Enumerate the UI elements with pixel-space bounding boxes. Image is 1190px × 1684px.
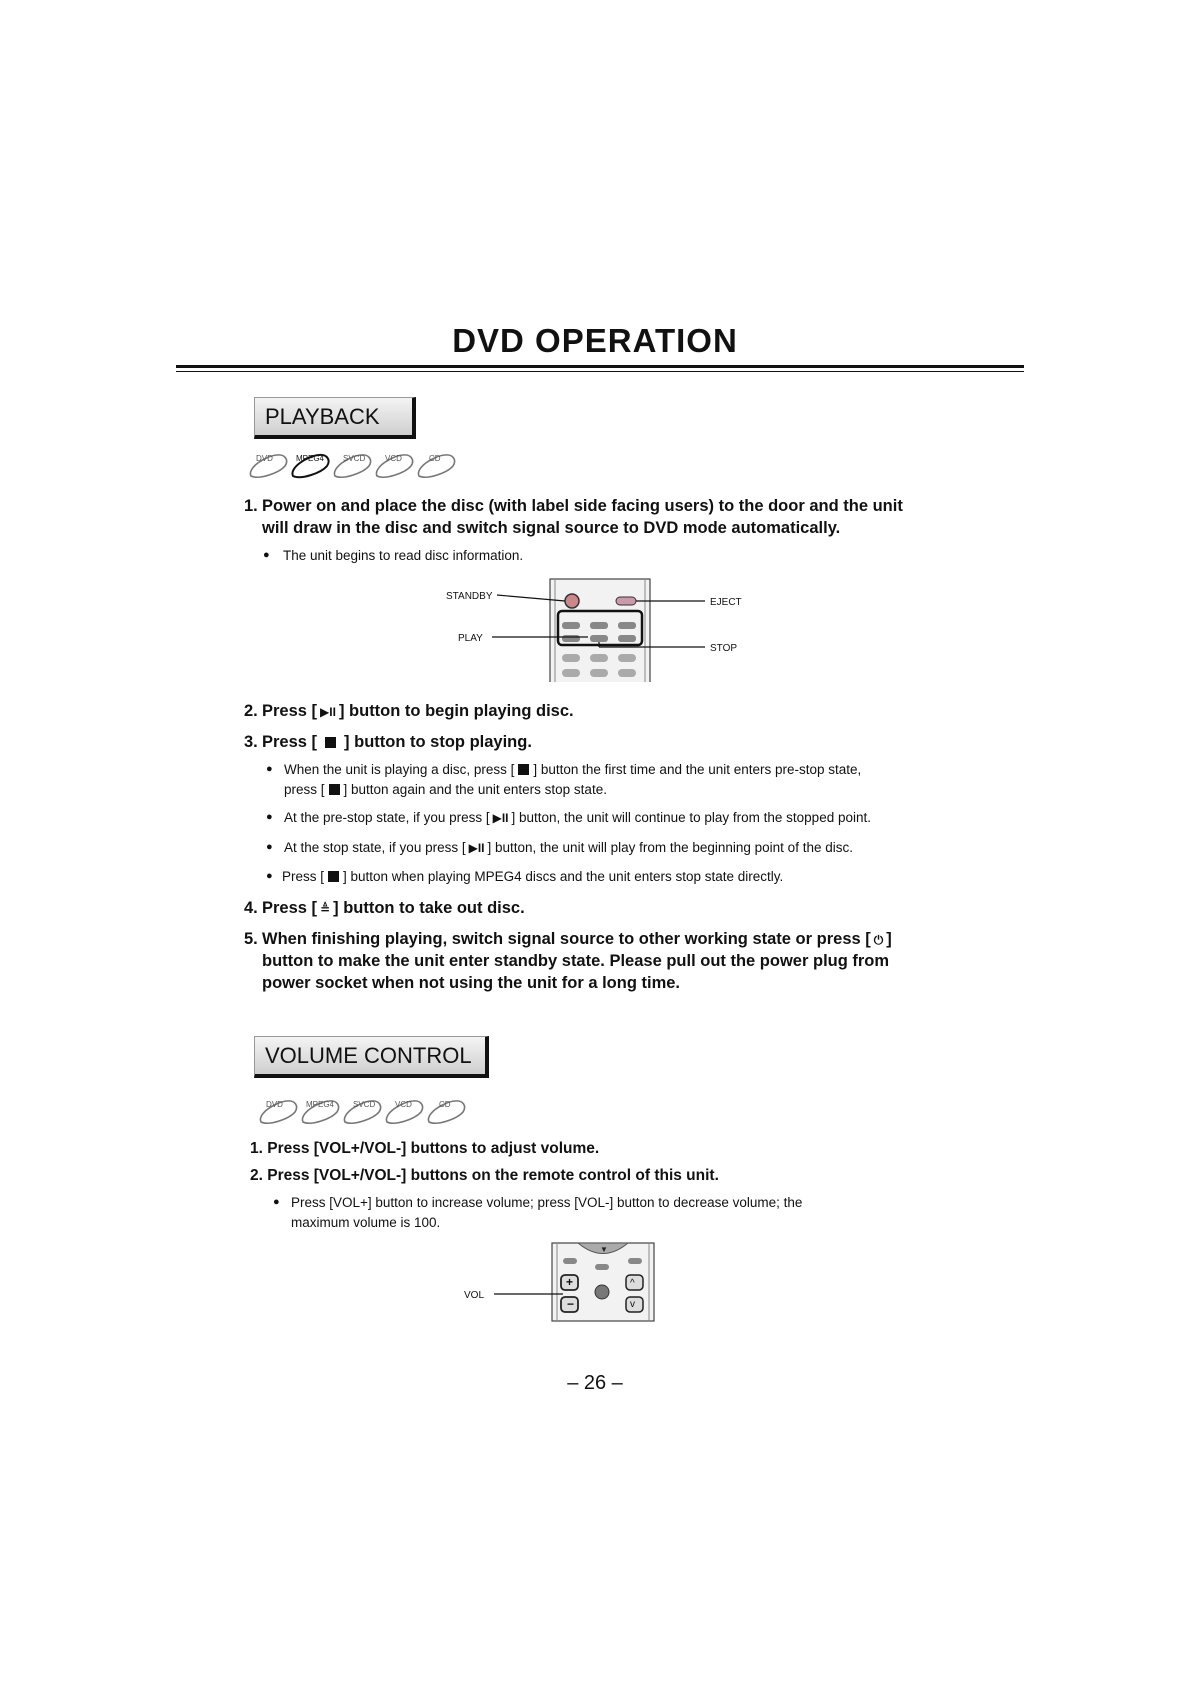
bullet-text: maximum volume is 100. — [291, 1215, 441, 1230]
standby-label: STANDBY — [446, 591, 493, 602]
eject-icon: ≜ — [320, 902, 331, 916]
remote-key — [563, 1258, 577, 1264]
remote-volume-diagram — [460, 1242, 660, 1322]
volume-step-1: 1. Press [VOL+/VOL-] buttons to adjust volume. — [250, 1140, 600, 1157]
bullet-dot: ● — [266, 870, 273, 882]
disc-label: VCD — [385, 454, 402, 463]
step-text-line: Power on and place the disc (with label side facing users) to the door and the unit — [262, 497, 903, 515]
step-text-line: will draw in the disc and switch signal source to DVD mode automatically. — [262, 519, 841, 537]
standby-button — [565, 594, 579, 608]
playback-step-3-bullet-1: ● When the unit is playing a disc, press [ ] button the first time and the unit enters pre-stop state, press [ ] button again and the unit enters stop state. — [266, 759, 966, 801]
play-pause-icon: ▶II — [468, 841, 485, 855]
disc-badge-svcd — [344, 1100, 380, 1123]
remote-playback-diagram — [440, 578, 760, 682]
svg-text:+: + — [566, 1275, 574, 1289]
playback-step-3-bullet-2: ● At the pre-stop state, if you press [ ▶II ] button, the unit will continue to play from the stopped point. — [266, 807, 966, 828]
stop-square-icon — [518, 764, 529, 775]
disc-badge-cd — [418, 454, 454, 477]
disc-badge-mpeg4 — [302, 1100, 338, 1123]
volume-step-2: 2. Press [VOL+/VOL-] buttons on the remote control of this unit. — [250, 1167, 719, 1184]
disc-label: SVCD — [353, 1100, 376, 1109]
step-number: 4. — [244, 899, 258, 917]
step-number: 2. — [244, 702, 258, 720]
remote-key — [618, 669, 636, 677]
play-label: PLAY — [458, 633, 483, 644]
disc-label: SVCD — [343, 454, 366, 463]
remote-key — [618, 654, 636, 662]
title-rule-thin — [176, 371, 1024, 372]
volume-step-2-bullet — [273, 1192, 963, 1234]
bullet-dot: ● — [266, 763, 273, 775]
remote-key — [562, 622, 580, 629]
vol-label: VOL — [464, 1290, 485, 1301]
disc-label: MPEG4 — [306, 1100, 335, 1109]
disc-label: DVD — [266, 1100, 283, 1109]
playback-step-4: 4. Press [ ≜ ] button to take out disc. — [244, 899, 525, 917]
power-icon: ⏻ — [873, 933, 884, 947]
remote-key — [590, 654, 608, 662]
bullet-text: The unit begins to read disc information. — [283, 548, 524, 563]
playback-step-1 — [244, 495, 964, 539]
playback-step-3-bullet-3: ● At the stop state, if you press [ ▶II ] button, the unit will play from the beginning point of the disc. — [266, 837, 966, 858]
svg-text:^: ^ — [630, 1278, 635, 1289]
disc-label: CD — [429, 454, 441, 463]
playback-step-5: 5. When finishing playing, switch signal source to other working state or press [ ⏻ ] button to make the unit enter standby state. Please pull out the power plug from power socket when not using the unit for a long time. — [244, 930, 892, 992]
svg-text:v: v — [630, 1299, 635, 1310]
stop-label: STOP — [710, 643, 738, 654]
playback-disc-badges — [245, 448, 460, 482]
play-pause-icon: ▶II — [492, 811, 509, 825]
volume-section-header: VOLUME CONTROL — [254, 1036, 489, 1078]
playback-section-header: PLAYBACK — [254, 397, 416, 439]
bullet-dot: ● — [266, 841, 273, 853]
remote-key — [562, 635, 580, 642]
mute-button — [595, 1285, 609, 1299]
disc-label: DVD — [256, 454, 273, 463]
remote-key — [590, 669, 608, 677]
svg-text:−: − — [567, 1297, 575, 1311]
disc-badge-cd — [428, 1100, 464, 1123]
page-number: – 26 – — [567, 1372, 623, 1394]
disc-badge-vcd — [386, 1100, 422, 1123]
remote-key — [590, 635, 608, 642]
bullet-text: Press [VOL+] button to increase volume; press [VOL-] button to decrease volume; the — [291, 1195, 803, 1210]
volume-disc-badges — [255, 1094, 470, 1128]
remote-key — [618, 622, 636, 629]
page-title: DVD OPERATION — [452, 322, 738, 359]
step-number: 1. — [244, 497, 258, 515]
disc-label: MPEG4 — [296, 454, 325, 463]
step-number: 3. — [244, 733, 258, 751]
remote-key — [628, 1258, 642, 1264]
remote-key — [562, 654, 580, 662]
playback-step-3-bullet-4: ● Press [ ] button when playing MPEG4 discs and the unit enters stop state directly. — [266, 866, 966, 887]
bullet-dot: ● — [266, 811, 273, 823]
step-number: 5. — [244, 930, 258, 948]
eject-label: EJECT — [710, 597, 742, 608]
disc-label: CD — [439, 1100, 451, 1109]
eject-button — [616, 597, 636, 605]
title-rule-thick — [176, 365, 1024, 368]
step-text-line: button to make the unit enter standby state. Please pull out the power plug from — [262, 952, 890, 970]
bullet-dot: ● — [273, 1196, 280, 1208]
disc-badge-svcd — [334, 454, 370, 477]
bullet-dot: ● — [263, 549, 270, 561]
stop-square-icon — [328, 871, 339, 882]
remote-key — [618, 635, 636, 642]
remote-key — [562, 669, 580, 677]
remote-key — [595, 1264, 609, 1270]
disc-label: VCD — [395, 1100, 412, 1109]
remote-key — [590, 622, 608, 629]
step-text-line: power socket when not using the unit for a long time. — [262, 974, 681, 992]
stop-square-icon — [325, 737, 336, 748]
stop-square-icon — [329, 784, 340, 795]
disc-badge-mpeg4 — [292, 454, 328, 477]
playback-step-2: 2. Press [ ▶II ] button to begin playing disc. — [244, 702, 574, 720]
playback-step-3: 3. Press [ ] button to stop playing. — [244, 733, 532, 751]
disc-badge-vcd — [376, 454, 412, 477]
disc-badge-dvd — [250, 454, 286, 477]
play-pause-icon: ▶II — [320, 705, 336, 719]
playback-step-1-bullet — [263, 545, 763, 566]
disc-badge-dvd — [260, 1100, 296, 1123]
svg-text:▼: ▼ — [600, 1245, 608, 1254]
